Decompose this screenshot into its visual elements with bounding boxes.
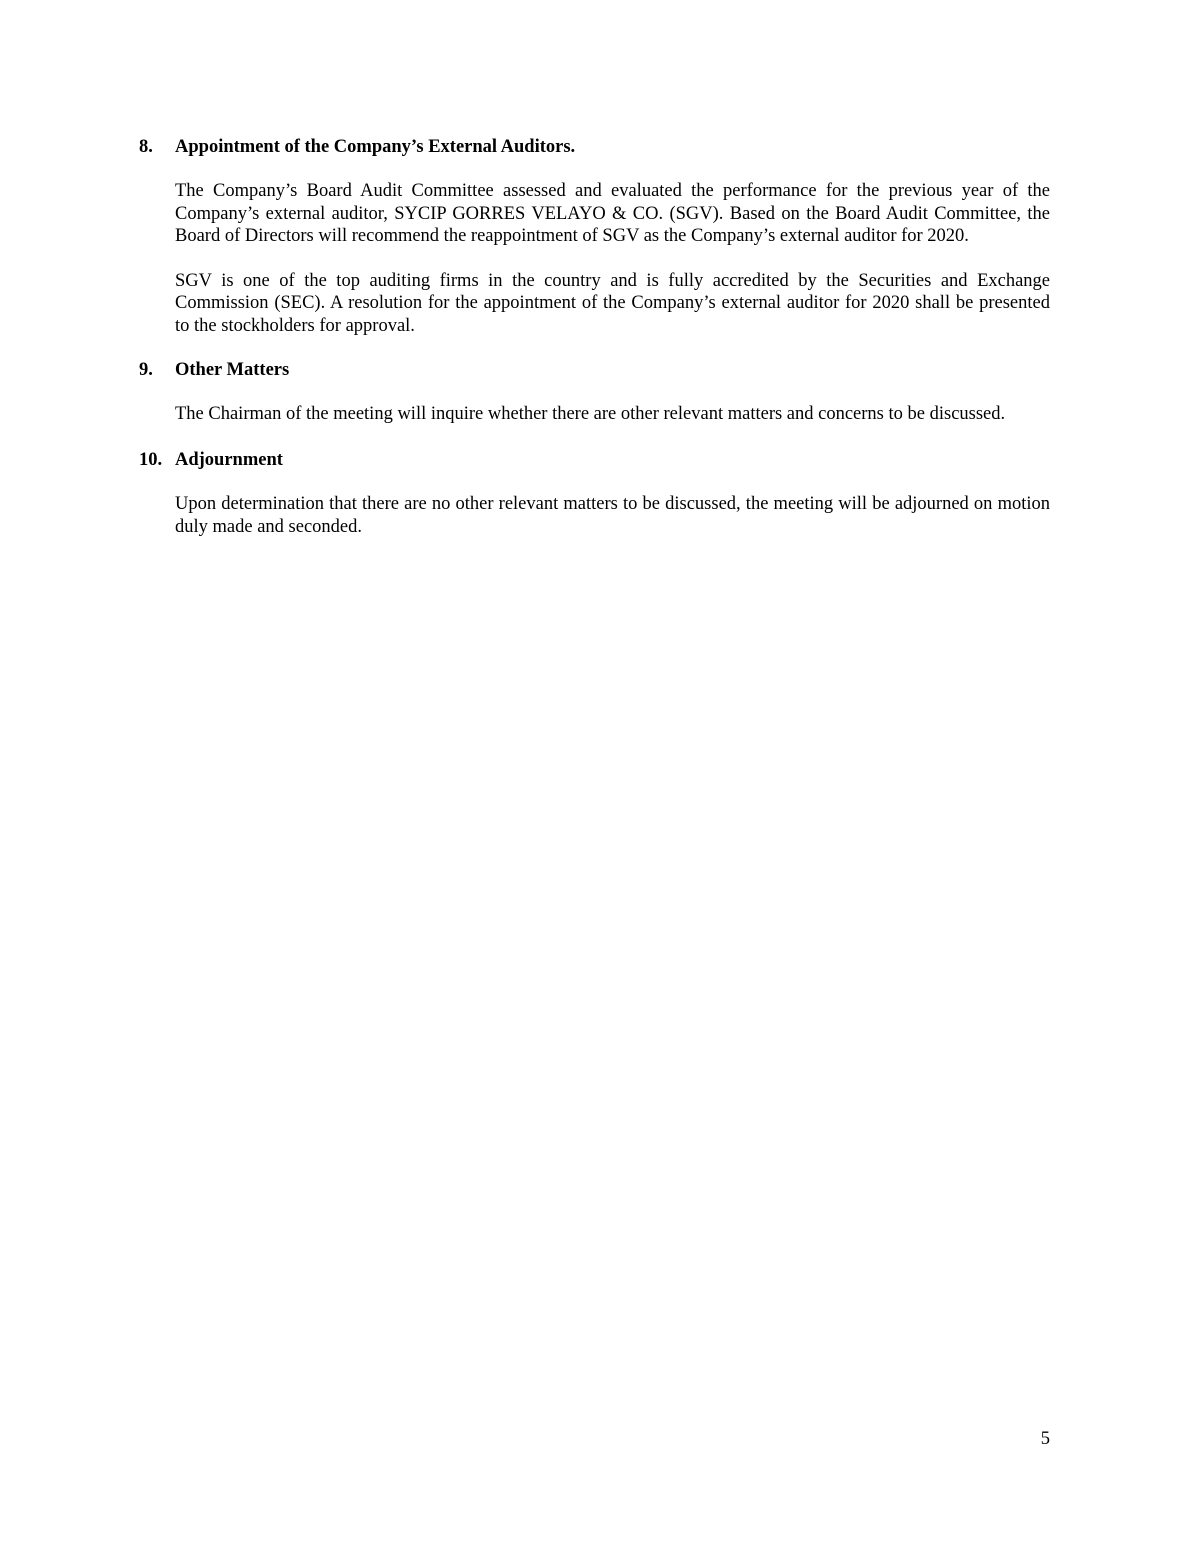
section-number: 9.	[139, 360, 153, 380]
paragraph: Upon determination that there are no other relevant matters to be discussed, the meeting will be adjourned on motion duly made and seconded.	[175, 494, 1050, 537]
page-number: 5	[1040, 1429, 1050, 1449]
section-other-matters	[139, 359, 1051, 426]
section-heading	[139, 449, 1051, 472]
section-heading	[139, 136, 1051, 159]
section-heading	[139, 359, 1051, 382]
section-title: Adjournment	[175, 450, 283, 470]
section-adjournment	[139, 449, 1051, 538]
paragraph: The Company’s Board Audit Committee assessed and evaluated the performance for the previous year of the Company’s external auditor, SYCIP GORRES VELAYO & CO. (SGV). Based on the Board Audit Committee, the Board of Directors will recommend the reappointment of SGV as the Company’s external auditor for 2020.	[175, 181, 1050, 246]
section-number: 8.	[139, 137, 153, 157]
section-title: Other Matters	[175, 360, 290, 380]
section-number: 10.	[139, 450, 163, 470]
paragraph: SGV is one of the top auditing firms in the country and is fully accredited by the Securities and Exchange Commission (SEC). A resolution for the appointment of the Company’s external auditor for 2020 shall be presented to the stockholders for approval.	[175, 270, 1050, 336]
section-external-auditors	[139, 136, 1051, 337]
paragraph: The Chairman of the meeting will inquire whether there are other relevant matters and concerns to be discussed.	[175, 404, 1006, 424]
section-title: Appointment of the Company’s External Auditors.	[175, 137, 576, 157]
